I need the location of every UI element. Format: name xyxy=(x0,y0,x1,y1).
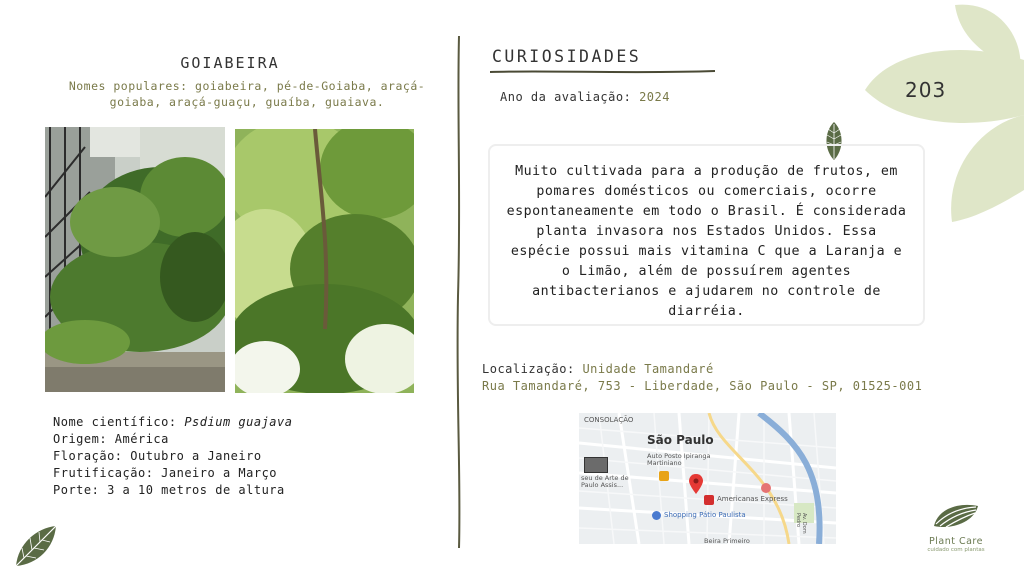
flowering: Floração: Outubro a Janeiro xyxy=(53,449,262,463)
gas-station-icon xyxy=(659,471,669,481)
hospital-icon xyxy=(761,483,771,493)
curiosities-text: Muito cultivada para a produção de frutos, em pomares domésticos ou comerciais, ocorre espontaneamente em todo o Brasil. É considerada planta invasora nos Estados Unidos. Essa espécie possui mais vitamina C que a Laranja e o Limão, além de possuírem agentes antibacterianos e ajudarem no controle de diarréia. xyxy=(506,164,907,319)
scientific-name-value: Psdium guajava xyxy=(184,415,293,429)
popular-names: Nomes populares: goiabeira, pé-de-Goiaba, araçá-goiaba, araçá-guaçu, guaíba, guaiava. xyxy=(68,79,426,109)
shop-icon xyxy=(704,495,714,505)
location-map[interactable] xyxy=(579,413,836,544)
plant-photo-1 xyxy=(45,127,225,392)
evaluation-year: Ano da avaliação: 2024 xyxy=(500,90,670,104)
map-poi-gas: Auto Posto Ipiranga Martiniano xyxy=(647,452,711,467)
brand-name: Plant Care xyxy=(929,536,983,547)
plant-specs xyxy=(53,414,292,499)
map-poi-shop: Americanas Express xyxy=(717,495,788,503)
map-city-label: São Paulo xyxy=(647,433,714,447)
plant-photo-2 xyxy=(235,129,414,393)
curiosities-box xyxy=(488,144,925,326)
fruiting: Frutificação: Janeiro a Março xyxy=(53,466,278,480)
location-address: Rua Tamandaré, 753 - Liberdade, São Paulo - SP, 01525-001 xyxy=(482,379,923,393)
mall-icon xyxy=(652,511,661,520)
location-unit: Unidade Tamandaré xyxy=(582,362,714,376)
brand-tagline: cuidado com plantas xyxy=(927,547,985,553)
map-road-label: Av. Dom Pedro xyxy=(795,513,807,534)
scientific-name: Nome científico: Psdium guajava xyxy=(53,415,293,429)
page-number: 203 xyxy=(905,78,947,102)
plant-title: GOIABEIRA xyxy=(180,54,280,72)
map-poi-museum: seu de Arte de Paulo Assis... xyxy=(581,474,629,489)
map-poi-mall: Shopping Pátio Paulista xyxy=(664,511,746,519)
column-divider xyxy=(452,36,466,548)
brand-leaf-icon xyxy=(930,500,982,532)
map-poi-bottom: Beira Primeiro xyxy=(704,537,750,544)
origin: Origem: América xyxy=(53,432,169,446)
brand-logo xyxy=(916,500,996,553)
location: Localização: Unidade Tamandaré Rua Tamandaré, 753 - Liberdade, São Paulo - SP, 01525-001 xyxy=(482,362,923,393)
map-district-label: CONSOLAÇÃO xyxy=(584,416,634,424)
bus-icon xyxy=(584,457,608,473)
size: Porte: 3 a 10 metros de altura xyxy=(53,483,285,497)
curiosities-title: CURIOSIDADES xyxy=(492,47,642,66)
title-underline xyxy=(490,68,715,76)
evaluation-year-value: 2024 xyxy=(639,90,670,104)
leaf-icon xyxy=(12,522,60,570)
map-pin-icon[interactable] xyxy=(689,474,703,494)
